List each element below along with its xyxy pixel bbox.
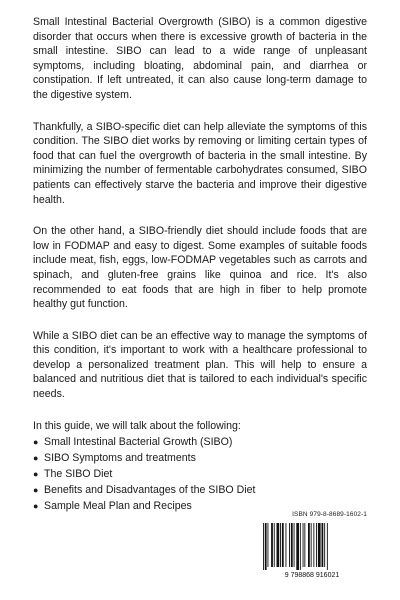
barcode-bar [268,523,269,567]
barcode-bar [316,523,317,567]
barcode-number: 9 798868 916021 [284,572,340,579]
barcode-bar [271,523,273,567]
bullet-icon: ● [33,453,39,464]
barcode-bar [289,523,290,567]
barcode-bar [303,523,304,567]
bullet-icon: ● [33,485,39,496]
list-item [33,450,367,466]
paragraph-sibo-diet: Thankfully, a SIBO-specific diet can help alleviate the symptoms of this condition. The SIBO diet works by removing or limiting certain types of food that can fuel the overgrowth of bacteria in the small intestine. By minimizing the number of fermentable carbohydrates consumed, SIBO patients can effectively starve the bacteria and improve their digestive health. [33,120,367,206]
barcode-bar [291,523,293,567]
barcode-bar [304,523,305,567]
barcode-bar [311,523,312,567]
list-item [33,482,367,498]
barcode-bar [318,523,321,567]
topic-label: The SIBO Diet [44,468,113,481]
barcode [257,521,367,579]
barcode-bar [327,523,328,570]
barcode-bar [274,523,275,567]
barcode-bar [324,523,325,567]
barcode-bar [263,523,264,570]
barcode-bar [300,523,301,570]
topic-label: Small Intestinal Bacterial Growth (SIBO) [44,436,233,449]
barcode-bar [308,523,310,567]
topic-label: SIBO Symptoms and treatments [44,452,196,465]
barcode-bar [294,523,295,567]
barcode-bar [286,523,287,567]
bullet-icon: ● [33,469,39,480]
bullet-icon: ● [33,437,39,448]
topic-list [33,434,367,514]
isbn-block [257,511,367,579]
barcode-bar [296,523,299,570]
list-item [33,434,367,450]
paragraph-healthcare-advice: While a SIBO diet can be an effective way to manage the symptoms of this condition, it's important to work with a healthcare professional to develop a personalized treatment plan. This will help to ensure a balanced and nutritious diet that is tailored to each individual's specific needs. [33,329,367,401]
guide-intro: In this guide, we will talk about the following: [33,419,241,432]
topic-label: Sample Meal Plan and Recipes [44,500,192,513]
isbn-label: ISBN 979-8-8689-1602-1 [292,511,367,518]
bullet-icon: ● [33,501,39,512]
list-item [33,466,367,482]
paragraph-sibo-definition: Small Intestinal Bacterial Overgrowth (SIBO) is a common digestive disorder that occurs when there is excessive growth of bacteria in the small intestine. SIBO can lead to a wide range of unpleasant symptoms, including bloating, abdominal pain, and diarrhea or constipation. If left untreated, it can also cause long-term damage to the digestive system. [33,16,367,101]
paragraph-sibo-friendly-foods: On the other hand, a SIBO-friendly diet should include foods that are low in FODMAP and easy to digest. Some examples of suitable foods include meat, fish, eggs, low-FODMAP vegetables such as carrots and spinach, and gluten-free grains like quinoa and rice. It's also recommended to eat foods that are high in fiber to help promote healthy gut function. [33,225,367,311]
barcode-bar [265,523,267,570]
barcode-bar [282,523,284,567]
barcode-bar [313,523,314,567]
barcode-icon [257,521,367,579]
barcode-bar [280,523,281,567]
topic-label: Benefits and Disadvantages of the SIBO Diet [44,484,256,497]
barcode-bar [322,523,324,567]
barcode-bar [277,523,280,567]
